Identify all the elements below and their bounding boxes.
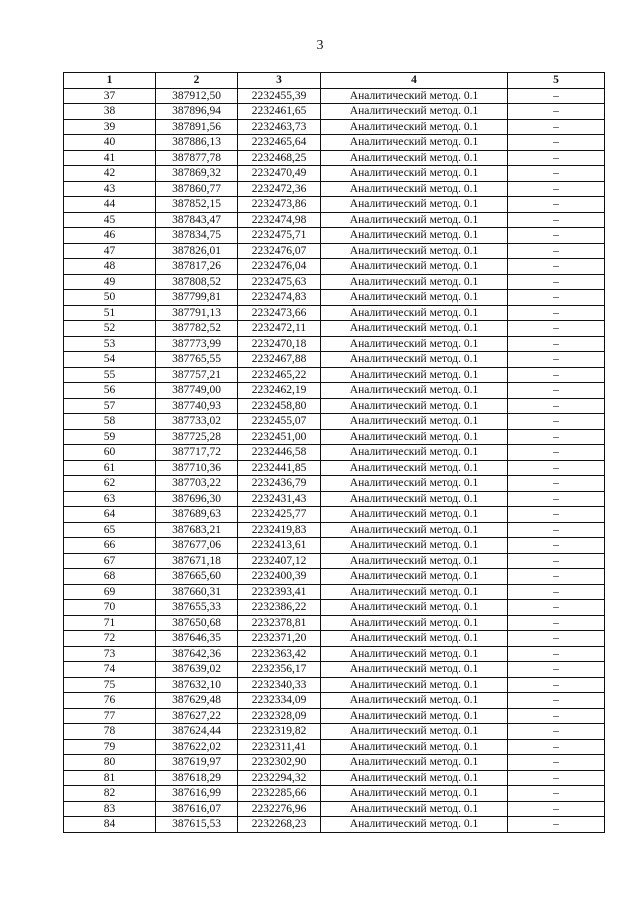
table-row bbox=[64, 677, 605, 693]
cell-y: 2232431,43 bbox=[238, 491, 321, 507]
cell-method: Аналитический метод. 0.1 bbox=[321, 259, 508, 275]
cell-point-number: 41 bbox=[64, 150, 156, 166]
table-row bbox=[64, 119, 605, 135]
cell-x: 387852,15 bbox=[156, 197, 238, 213]
cell-note: – bbox=[508, 801, 605, 817]
cell-point-number: 46 bbox=[64, 228, 156, 244]
cell-x: 387749,00 bbox=[156, 383, 238, 399]
table-row bbox=[64, 104, 605, 120]
table-row bbox=[64, 212, 605, 228]
cell-method: Аналитический метод. 0.1 bbox=[321, 274, 508, 290]
cell-note: – bbox=[508, 305, 605, 321]
cell-x: 387717,72 bbox=[156, 445, 238, 461]
cell-x: 387616,07 bbox=[156, 801, 238, 817]
cell-method: Аналитический метод. 0.1 bbox=[321, 569, 508, 585]
cell-x: 387869,32 bbox=[156, 166, 238, 182]
cell-y: 2232461,65 bbox=[238, 104, 321, 120]
cell-y: 2232476,04 bbox=[238, 259, 321, 275]
cell-method: Аналитический метод. 0.1 bbox=[321, 414, 508, 430]
cell-point-number: 52 bbox=[64, 321, 156, 337]
cell-x: 387639,02 bbox=[156, 662, 238, 678]
cell-note: – bbox=[508, 817, 605, 833]
cell-y: 2232328,09 bbox=[238, 708, 321, 724]
cell-note: – bbox=[508, 646, 605, 662]
cell-point-number: 83 bbox=[64, 801, 156, 817]
cell-point-number: 56 bbox=[64, 383, 156, 399]
cell-method: Аналитический метод. 0.1 bbox=[321, 181, 508, 197]
table-row bbox=[64, 290, 605, 306]
cell-method: Аналитический метод. 0.1 bbox=[321, 336, 508, 352]
table-row bbox=[64, 336, 605, 352]
table-row bbox=[64, 88, 605, 104]
cell-x: 387817,26 bbox=[156, 259, 238, 275]
cell-note: – bbox=[508, 243, 605, 259]
cell-point-number: 44 bbox=[64, 197, 156, 213]
cell-note: – bbox=[508, 398, 605, 414]
cell-method: Аналитический метод. 0.1 bbox=[321, 755, 508, 771]
cell-x: 387629,48 bbox=[156, 693, 238, 709]
cell-point-number: 73 bbox=[64, 646, 156, 662]
cell-point-number: 81 bbox=[64, 770, 156, 786]
cell-point-number: 62 bbox=[64, 476, 156, 492]
cell-x: 387703,22 bbox=[156, 476, 238, 492]
cell-method: Аналитический метод. 0.1 bbox=[321, 786, 508, 802]
cell-point-number: 68 bbox=[64, 569, 156, 585]
table-row bbox=[64, 708, 605, 724]
header-cell-note: 5 bbox=[508, 73, 605, 89]
cell-y: 2232311,41 bbox=[238, 739, 321, 755]
cell-point-number: 74 bbox=[64, 662, 156, 678]
cell-note: – bbox=[508, 429, 605, 445]
cell-note: – bbox=[508, 538, 605, 554]
table-row bbox=[64, 801, 605, 817]
cell-note: – bbox=[508, 197, 605, 213]
cell-note: – bbox=[508, 460, 605, 476]
cell-y: 2232386,22 bbox=[238, 600, 321, 616]
table-row bbox=[64, 321, 605, 337]
cell-point-number: 60 bbox=[64, 445, 156, 461]
cell-method: Аналитический метод. 0.1 bbox=[321, 150, 508, 166]
cell-method: Аналитический метод. 0.1 bbox=[321, 135, 508, 151]
cell-point-number: 43 bbox=[64, 181, 156, 197]
cell-y: 2232473,66 bbox=[238, 305, 321, 321]
cell-y: 2232276,96 bbox=[238, 801, 321, 817]
cell-note: – bbox=[508, 786, 605, 802]
cell-note: – bbox=[508, 553, 605, 569]
cell-method: Аналитический метод. 0.1 bbox=[321, 290, 508, 306]
cell-y: 2232378,81 bbox=[238, 615, 321, 631]
cell-y: 2232393,41 bbox=[238, 584, 321, 600]
cell-note: – bbox=[508, 104, 605, 120]
cell-method: Аналитический метод. 0.1 bbox=[321, 507, 508, 523]
cell-x: 387660,31 bbox=[156, 584, 238, 600]
cell-y: 2232441,85 bbox=[238, 460, 321, 476]
cell-note: – bbox=[508, 662, 605, 678]
cell-x: 387860,77 bbox=[156, 181, 238, 197]
cell-y: 2232470,18 bbox=[238, 336, 321, 352]
cell-method: Аналитический метод. 0.1 bbox=[321, 305, 508, 321]
table-row bbox=[64, 553, 605, 569]
cell-method: Аналитический метод. 0.1 bbox=[321, 88, 508, 104]
cell-method: Аналитический метод. 0.1 bbox=[321, 817, 508, 833]
cell-y: 2232463,73 bbox=[238, 119, 321, 135]
cell-point-number: 67 bbox=[64, 553, 156, 569]
cell-x: 387773,99 bbox=[156, 336, 238, 352]
cell-y: 2232436,79 bbox=[238, 476, 321, 492]
table-row bbox=[64, 305, 605, 321]
cell-y: 2232340,33 bbox=[238, 677, 321, 693]
cell-y: 2232465,22 bbox=[238, 367, 321, 383]
cell-method: Аналитический метод. 0.1 bbox=[321, 197, 508, 213]
cell-method: Аналитический метод. 0.1 bbox=[321, 429, 508, 445]
cell-note: – bbox=[508, 600, 605, 616]
cell-y: 2232476,07 bbox=[238, 243, 321, 259]
cell-method: Аналитический метод. 0.1 bbox=[321, 367, 508, 383]
cell-x: 387624,44 bbox=[156, 724, 238, 740]
cell-y: 2232467,88 bbox=[238, 352, 321, 368]
table-row bbox=[64, 150, 605, 166]
cell-method: Аналитический метод. 0.1 bbox=[321, 119, 508, 135]
cell-method: Аналитический метод. 0.1 bbox=[321, 538, 508, 554]
cell-point-number: 84 bbox=[64, 817, 156, 833]
cell-note: – bbox=[508, 522, 605, 538]
cell-method: Аналитический метод. 0.1 bbox=[321, 228, 508, 244]
cell-x: 387740,93 bbox=[156, 398, 238, 414]
cell-note: – bbox=[508, 755, 605, 771]
cell-method: Аналитический метод. 0.1 bbox=[321, 383, 508, 399]
cell-y: 2232302,90 bbox=[238, 755, 321, 771]
cell-x: 387615,53 bbox=[156, 817, 238, 833]
header-cell-y: 3 bbox=[238, 73, 321, 89]
cell-x: 387671,18 bbox=[156, 553, 238, 569]
cell-point-number: 72 bbox=[64, 631, 156, 647]
cell-note: – bbox=[508, 212, 605, 228]
cell-note: – bbox=[508, 367, 605, 383]
cell-y: 2232294,32 bbox=[238, 770, 321, 786]
cell-y: 2232285,66 bbox=[238, 786, 321, 802]
cell-method: Аналитический метод. 0.1 bbox=[321, 693, 508, 709]
cell-y: 2232458,80 bbox=[238, 398, 321, 414]
cell-y: 2232356,17 bbox=[238, 662, 321, 678]
table-row bbox=[64, 383, 605, 399]
table-row bbox=[64, 770, 605, 786]
cell-point-number: 38 bbox=[64, 104, 156, 120]
cell-note: – bbox=[508, 321, 605, 337]
cell-point-number: 39 bbox=[64, 119, 156, 135]
cell-x: 387616,99 bbox=[156, 786, 238, 802]
cell-note: – bbox=[508, 615, 605, 631]
cell-method: Аналитический метод. 0.1 bbox=[321, 476, 508, 492]
cell-point-number: 51 bbox=[64, 305, 156, 321]
cell-note: – bbox=[508, 584, 605, 600]
cell-y: 2232470,49 bbox=[238, 166, 321, 182]
cell-note: – bbox=[508, 383, 605, 399]
cell-point-number: 79 bbox=[64, 739, 156, 755]
cell-point-number: 54 bbox=[64, 352, 156, 368]
cell-x: 387733,02 bbox=[156, 414, 238, 430]
cell-y: 2232475,71 bbox=[238, 228, 321, 244]
cell-y: 2232455,39 bbox=[238, 88, 321, 104]
cell-note: – bbox=[508, 693, 605, 709]
cell-method: Аналитический метод. 0.1 bbox=[321, 166, 508, 182]
cell-y: 2232468,25 bbox=[238, 150, 321, 166]
cell-y: 2232446,58 bbox=[238, 445, 321, 461]
cell-y: 2232407,12 bbox=[238, 553, 321, 569]
coordinates-table bbox=[63, 72, 605, 833]
table-row bbox=[64, 228, 605, 244]
cell-y: 2232473,86 bbox=[238, 197, 321, 213]
cell-note: – bbox=[508, 259, 605, 275]
cell-x: 387665,60 bbox=[156, 569, 238, 585]
cell-point-number: 37 bbox=[64, 88, 156, 104]
cell-y: 2232465,64 bbox=[238, 135, 321, 151]
header-row bbox=[64, 73, 605, 89]
cell-y: 2232363,42 bbox=[238, 646, 321, 662]
cell-note: – bbox=[508, 336, 605, 352]
table-row bbox=[64, 429, 605, 445]
table-row bbox=[64, 739, 605, 755]
cell-y: 2232475,63 bbox=[238, 274, 321, 290]
cell-x: 387710,36 bbox=[156, 460, 238, 476]
cell-point-number: 45 bbox=[64, 212, 156, 228]
cell-method: Аналитический метод. 0.1 bbox=[321, 352, 508, 368]
cell-point-number: 40 bbox=[64, 135, 156, 151]
cell-x: 387683,21 bbox=[156, 522, 238, 538]
cell-method: Аналитический метод. 0.1 bbox=[321, 615, 508, 631]
table-row bbox=[64, 646, 605, 662]
table-row bbox=[64, 414, 605, 430]
cell-x: 387619,97 bbox=[156, 755, 238, 771]
table-row bbox=[64, 460, 605, 476]
cell-y: 2232419,83 bbox=[238, 522, 321, 538]
cell-note: – bbox=[508, 631, 605, 647]
cell-y: 2232472,36 bbox=[238, 181, 321, 197]
cell-note: – bbox=[508, 491, 605, 507]
table-row bbox=[64, 259, 605, 275]
cell-y: 2232371,20 bbox=[238, 631, 321, 647]
cell-note: – bbox=[508, 739, 605, 755]
cell-x: 387791,13 bbox=[156, 305, 238, 321]
cell-y: 2232474,83 bbox=[238, 290, 321, 306]
cell-y: 2232451,00 bbox=[238, 429, 321, 445]
cell-method: Аналитический метод. 0.1 bbox=[321, 662, 508, 678]
cell-y: 2232462,19 bbox=[238, 383, 321, 399]
cell-x: 387782,52 bbox=[156, 321, 238, 337]
cell-note: – bbox=[508, 708, 605, 724]
table-row bbox=[64, 274, 605, 290]
table-row bbox=[64, 584, 605, 600]
cell-point-number: 66 bbox=[64, 538, 156, 554]
cell-y: 2232319,82 bbox=[238, 724, 321, 740]
cell-point-number: 59 bbox=[64, 429, 156, 445]
cell-x: 387834,75 bbox=[156, 228, 238, 244]
cell-x: 387912,50 bbox=[156, 88, 238, 104]
cell-point-number: 48 bbox=[64, 259, 156, 275]
cell-x: 387642,36 bbox=[156, 646, 238, 662]
cell-method: Аналитический метод. 0.1 bbox=[321, 104, 508, 120]
table-row bbox=[64, 693, 605, 709]
table-row bbox=[64, 615, 605, 631]
table-row bbox=[64, 197, 605, 213]
cell-x: 387843,47 bbox=[156, 212, 238, 228]
cell-point-number: 77 bbox=[64, 708, 156, 724]
cell-point-number: 61 bbox=[64, 460, 156, 476]
table-row bbox=[64, 367, 605, 383]
cell-x: 387655,33 bbox=[156, 600, 238, 616]
table-row bbox=[64, 817, 605, 833]
cell-x: 387618,29 bbox=[156, 770, 238, 786]
cell-point-number: 64 bbox=[64, 507, 156, 523]
cell-x: 387891,56 bbox=[156, 119, 238, 135]
cell-method: Аналитический метод. 0.1 bbox=[321, 212, 508, 228]
cell-note: – bbox=[508, 569, 605, 585]
cell-method: Аналитический метод. 0.1 bbox=[321, 445, 508, 461]
cell-x: 387725,28 bbox=[156, 429, 238, 445]
cell-note: – bbox=[508, 414, 605, 430]
table-row bbox=[64, 662, 605, 678]
cell-point-number: 47 bbox=[64, 243, 156, 259]
header-cell-method: 4 bbox=[321, 73, 508, 89]
cell-x: 387632,10 bbox=[156, 677, 238, 693]
cell-x: 387689,63 bbox=[156, 507, 238, 523]
table-row bbox=[64, 538, 605, 554]
cell-method: Аналитический метод. 0.1 bbox=[321, 600, 508, 616]
table-row bbox=[64, 445, 605, 461]
table-row bbox=[64, 724, 605, 740]
cell-method: Аналитический метод. 0.1 bbox=[321, 646, 508, 662]
table-row bbox=[64, 476, 605, 492]
cell-note: – bbox=[508, 445, 605, 461]
cell-note: – bbox=[508, 150, 605, 166]
cell-note: – bbox=[508, 507, 605, 523]
cell-note: – bbox=[508, 290, 605, 306]
cell-note: – bbox=[508, 181, 605, 197]
cell-x: 387765,55 bbox=[156, 352, 238, 368]
cell-method: Аналитический метод. 0.1 bbox=[321, 631, 508, 647]
cell-point-number: 58 bbox=[64, 414, 156, 430]
table-row bbox=[64, 786, 605, 802]
cell-point-number: 70 bbox=[64, 600, 156, 616]
table-row bbox=[64, 491, 605, 507]
cell-point-number: 76 bbox=[64, 693, 156, 709]
cell-x: 387650,68 bbox=[156, 615, 238, 631]
table-header bbox=[64, 73, 605, 89]
cell-y: 2232400,39 bbox=[238, 569, 321, 585]
cell-note: – bbox=[508, 352, 605, 368]
cell-method: Аналитический метод. 0.1 bbox=[321, 522, 508, 538]
cell-x: 387757,21 bbox=[156, 367, 238, 383]
cell-method: Аналитический метод. 0.1 bbox=[321, 677, 508, 693]
cell-x: 387646,35 bbox=[156, 631, 238, 647]
cell-point-number: 63 bbox=[64, 491, 156, 507]
cell-point-number: 57 bbox=[64, 398, 156, 414]
cell-method: Аналитический метод. 0.1 bbox=[321, 584, 508, 600]
page-number: 3 bbox=[316, 38, 324, 53]
cell-method: Аналитический метод. 0.1 bbox=[321, 398, 508, 414]
cell-x: 387886,13 bbox=[156, 135, 238, 151]
table-row bbox=[64, 600, 605, 616]
cell-method: Аналитический метод. 0.1 bbox=[321, 739, 508, 755]
cell-y: 2232268,23 bbox=[238, 817, 321, 833]
cell-point-number: 75 bbox=[64, 677, 156, 693]
cell-point-number: 69 bbox=[64, 584, 156, 600]
cell-note: – bbox=[508, 88, 605, 104]
cell-point-number: 53 bbox=[64, 336, 156, 352]
cell-x: 387696,30 bbox=[156, 491, 238, 507]
cell-point-number: 80 bbox=[64, 755, 156, 771]
cell-x: 387896,94 bbox=[156, 104, 238, 120]
cell-method: Аналитический метод. 0.1 bbox=[321, 243, 508, 259]
cell-method: Аналитический метод. 0.1 bbox=[321, 460, 508, 476]
table-row bbox=[64, 755, 605, 771]
table-row bbox=[64, 522, 605, 538]
cell-point-number: 42 bbox=[64, 166, 156, 182]
cell-note: – bbox=[508, 770, 605, 786]
cell-method: Аналитический метод. 0.1 bbox=[321, 708, 508, 724]
cell-point-number: 65 bbox=[64, 522, 156, 538]
cell-note: – bbox=[508, 228, 605, 244]
table-row bbox=[64, 569, 605, 585]
cell-x: 387808,52 bbox=[156, 274, 238, 290]
cell-point-number: 50 bbox=[64, 290, 156, 306]
cell-x: 387877,78 bbox=[156, 150, 238, 166]
cell-note: – bbox=[508, 724, 605, 740]
cell-y: 2232413,61 bbox=[238, 538, 321, 554]
table-body bbox=[64, 88, 605, 832]
cell-note: – bbox=[508, 166, 605, 182]
cell-method: Аналитический метод. 0.1 bbox=[321, 724, 508, 740]
cell-point-number: 49 bbox=[64, 274, 156, 290]
cell-point-number: 82 bbox=[64, 786, 156, 802]
table-row bbox=[64, 352, 605, 368]
cell-method: Аналитический метод. 0.1 bbox=[321, 491, 508, 507]
cell-note: – bbox=[508, 274, 605, 290]
cell-y: 2232455,07 bbox=[238, 414, 321, 430]
cell-y: 2232425,77 bbox=[238, 507, 321, 523]
cell-point-number: 78 bbox=[64, 724, 156, 740]
cell-method: Аналитический метод. 0.1 bbox=[321, 801, 508, 817]
cell-point-number: 71 bbox=[64, 615, 156, 631]
table-row bbox=[64, 181, 605, 197]
table-row bbox=[64, 398, 605, 414]
cell-note: – bbox=[508, 119, 605, 135]
cell-point-number: 55 bbox=[64, 367, 156, 383]
table-row bbox=[64, 631, 605, 647]
cell-method: Аналитический метод. 0.1 bbox=[321, 321, 508, 337]
cell-x: 387677,06 bbox=[156, 538, 238, 554]
table-row bbox=[64, 135, 605, 151]
cell-note: – bbox=[508, 476, 605, 492]
cell-y: 2232474,98 bbox=[238, 212, 321, 228]
cell-note: – bbox=[508, 677, 605, 693]
table-row bbox=[64, 166, 605, 182]
cell-x: 387627,22 bbox=[156, 708, 238, 724]
cell-y: 2232472,11 bbox=[238, 321, 321, 337]
cell-method: Аналитический метод. 0.1 bbox=[321, 553, 508, 569]
cell-x: 387799,81 bbox=[156, 290, 238, 306]
header-cell-x: 2 bbox=[156, 73, 238, 89]
cell-method: Аналитический метод. 0.1 bbox=[321, 770, 508, 786]
cell-x: 387622,02 bbox=[156, 739, 238, 755]
cell-x: 387826,01 bbox=[156, 243, 238, 259]
table-row bbox=[64, 507, 605, 523]
cell-note: – bbox=[508, 135, 605, 151]
cell-y: 2232334,09 bbox=[238, 693, 321, 709]
header-cell-point-number: 1 bbox=[64, 73, 156, 89]
table-row bbox=[64, 243, 605, 259]
